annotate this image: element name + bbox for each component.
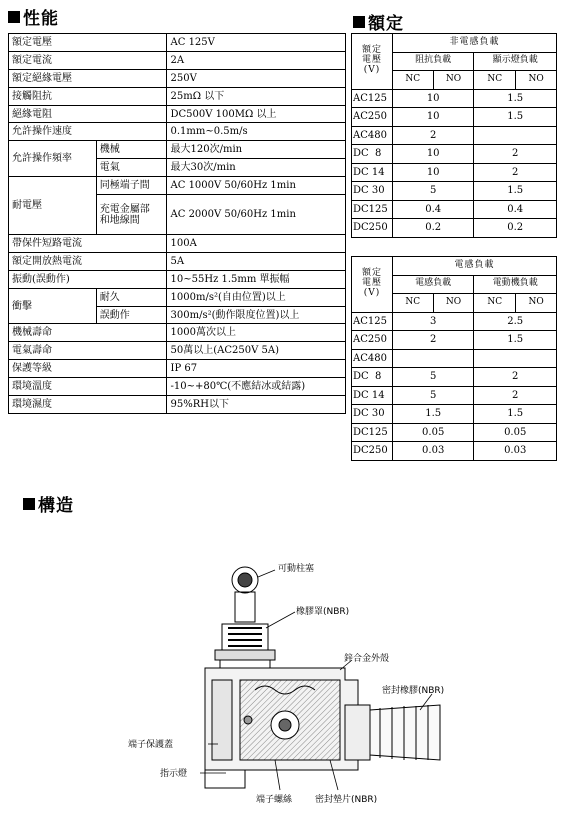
terminal-cover-block	[212, 680, 232, 760]
current-b-cell: 0.05	[474, 423, 557, 442]
perf-value: 95%RH以下	[166, 396, 345, 414]
current-a-cell: 1.5	[392, 405, 473, 424]
voltage-cell: DC 30	[352, 405, 393, 424]
rating-row	[352, 349, 557, 368]
voltage-cell: DC 14	[352, 386, 393, 405]
current-b-cell	[474, 349, 557, 368]
current-b-cell: 1.5	[474, 331, 557, 350]
rating-row	[352, 423, 557, 442]
voltage-cell: DC250	[352, 442, 393, 461]
rating-row	[352, 145, 557, 164]
rating-row	[352, 219, 557, 238]
load-type-a: 阻抗負載	[392, 52, 473, 71]
voltage-cell: DC 30	[352, 182, 393, 201]
perf-label: 環境濕度	[9, 396, 167, 414]
current-b-cell: 0.2	[474, 219, 557, 238]
current-b-cell: 1.5	[474, 405, 557, 424]
rating-table-non-inductive	[351, 33, 557, 238]
label-plunger: 可動柱塞	[278, 564, 315, 574]
perf-value: 300m/s²(動作限度位置)以上	[166, 306, 345, 324]
perf-label: 絕緣電阻	[9, 105, 167, 123]
voltage-header: 額定 電壓 (V)	[352, 257, 393, 313]
current-a-cell: 10	[392, 145, 473, 164]
perf-sub-label: 電氣	[96, 159, 166, 177]
current-b-cell: 0.4	[474, 200, 557, 219]
perf-label: 保護等級	[9, 360, 167, 378]
load-type-a: 電感負載	[392, 275, 473, 294]
current-b-cell: 1.5	[474, 182, 557, 201]
perf-group-label: 允許操作頻率	[9, 141, 97, 177]
current-a-cell: 10	[392, 108, 473, 127]
rating-row	[352, 442, 557, 461]
label-indicator: 指示燈	[160, 769, 188, 779]
rating-row	[352, 108, 557, 127]
voltage-cell: AC480	[352, 126, 393, 145]
voltage-cell: AC480	[352, 349, 393, 368]
current-b-cell: 0.03	[474, 442, 557, 461]
perf-sub-label: 充電金屬部 和地線間	[96, 195, 166, 235]
perf-row	[9, 252, 346, 270]
leader-rubber-cap	[266, 612, 295, 628]
current-a-cell: 5	[392, 182, 473, 201]
current-a-cell: 3	[392, 312, 473, 331]
perf-value: IP 67	[166, 360, 345, 378]
perf-value: 50萬以上(AC250V 5A)	[166, 342, 345, 360]
perf-label: 環境溫度	[9, 378, 167, 396]
label-terminal-screw: 端子螺絲	[256, 795, 293, 805]
load-type-b: 電動機負載	[474, 275, 557, 294]
rating-row	[352, 312, 557, 331]
label-seal-gasket: 密封墊片(NBR)	[315, 795, 378, 805]
hex-nut	[215, 650, 275, 660]
current-b-cell: 2.5	[474, 312, 557, 331]
perf-row	[9, 324, 346, 342]
current-a-cell: 10	[392, 89, 473, 108]
perf-value: 最大120次/min	[166, 141, 345, 159]
perf-sub-label: 機械	[96, 141, 166, 159]
perf-label: 帶保件短路電流	[9, 235, 167, 253]
rating-row	[352, 200, 557, 219]
label-seal-rubber: 密封橡膠(NBR)	[382, 686, 445, 696]
perf-sub-label: 同極端子間	[96, 177, 166, 195]
voltage-cell: DC 8	[352, 145, 393, 164]
perf-row	[9, 123, 346, 141]
contact-header: NC	[474, 294, 516, 313]
voltage-cell: AC250	[352, 331, 393, 350]
rating-header-row	[352, 34, 557, 53]
performance-table	[8, 33, 346, 414]
label-housing: 鋅合金外殼	[344, 654, 390, 664]
indicator-lamp-dot	[244, 716, 252, 724]
perf-value: AC 125V	[166, 34, 345, 52]
perf-value: 25mΩ 以下	[166, 87, 345, 105]
current-a-cell: 5	[392, 386, 473, 405]
square-bullet-icon	[23, 498, 35, 510]
perf-row	[9, 270, 346, 288]
current-b-cell: 2	[474, 145, 557, 164]
gland-base	[345, 705, 370, 760]
voltage-cell: AC250	[352, 108, 393, 127]
perf-label: 接觸阻抗	[9, 87, 167, 105]
perf-row	[9, 177, 346, 195]
rating-row	[352, 163, 557, 182]
voltage-cell: AC125	[352, 89, 393, 108]
load-group-header: 非電感負載	[392, 34, 556, 53]
contact-header: NO	[433, 294, 474, 313]
perf-value: AC 2000V 50/60Hz 1min	[166, 195, 345, 235]
perf-value: 2A	[166, 51, 345, 69]
switch-body-drawing	[205, 567, 440, 788]
perf-row	[9, 69, 346, 87]
voltage-header: 額定 電壓 (V)	[352, 34, 393, 90]
perf-value: 10~55Hz 1.5mm 單振幅	[166, 270, 345, 288]
perf-value: 1000m/s²(自由位置)以上	[166, 288, 345, 306]
rating-row	[352, 126, 557, 145]
label-terminal-cover: 端子保護蓋	[128, 740, 174, 750]
perf-value: DC500V 100MΩ 以上	[166, 105, 345, 123]
rating-row	[352, 89, 557, 108]
perf-row	[9, 34, 346, 52]
current-b-cell: 1.5	[474, 108, 557, 127]
perf-sub-label: 誤動作	[96, 306, 166, 324]
current-a-cell: 5	[392, 368, 473, 387]
perf-row	[9, 235, 346, 253]
structure-heading: 構造	[23, 491, 74, 516]
rating-row	[352, 368, 557, 387]
perf-label: 電氣壽命	[9, 342, 167, 360]
perf-value: -10~+80℃(不應結冰或結露)	[166, 378, 345, 396]
perf-label: 振動(誤動作)	[9, 270, 167, 288]
perf-value: 最大30次/min	[166, 159, 345, 177]
load-type-b: 顯示燈負載	[474, 52, 557, 71]
rating-table-inductive	[351, 256, 557, 461]
current-a-cell: 0.2	[392, 219, 473, 238]
contact-header: NO	[516, 294, 557, 313]
perf-sub-label: 耐久	[96, 288, 166, 306]
square-bullet-icon	[8, 11, 20, 23]
performance-heading: 性能	[8, 4, 59, 29]
perf-label: 額定電壓	[9, 34, 167, 52]
current-a-cell: 10	[392, 163, 473, 182]
perf-row	[9, 51, 346, 69]
rating-row	[352, 405, 557, 424]
perf-value: 5A	[166, 252, 345, 270]
voltage-cell: DC 8	[352, 368, 393, 387]
current-b-cell: 2	[474, 368, 557, 387]
perf-label: 機械壽命	[9, 324, 167, 342]
perf-row	[9, 396, 346, 414]
perf-value: AC 1000V 50/60Hz 1min	[166, 177, 345, 195]
contact-center	[279, 719, 291, 731]
perf-value: 0.1mm~0.5m/s	[166, 123, 345, 141]
perf-label: 額定電流	[9, 51, 167, 69]
current-a-cell: 0.4	[392, 200, 473, 219]
perf-value: 250V	[166, 69, 345, 87]
perf-group-label: 衝擊	[9, 288, 97, 324]
label-rubber-cap: 橡膠罩(NBR)	[296, 607, 350, 617]
perf-row	[9, 360, 346, 378]
current-b-cell: 2	[474, 386, 557, 405]
perf-group-label: 耐電壓	[9, 177, 97, 235]
current-b-cell: 1.5	[474, 89, 557, 108]
rating-row	[352, 182, 557, 201]
voltage-cell: DC125	[352, 423, 393, 442]
perf-row	[9, 141, 346, 159]
voltage-cell: AC125	[352, 312, 393, 331]
perf-row	[9, 378, 346, 396]
rating-row	[352, 331, 557, 350]
perf-row	[9, 288, 346, 306]
contact-header: NC	[392, 71, 433, 90]
roller-center	[238, 573, 252, 587]
current-b-cell: 2	[474, 163, 557, 182]
perf-row	[9, 342, 346, 360]
current-b-cell	[474, 126, 557, 145]
boot-ribs	[228, 628, 262, 646]
current-a-cell: 0.05	[392, 423, 473, 442]
bushing	[220, 660, 270, 668]
perf-value: 100A	[166, 235, 345, 253]
rating-heading: 額定	[353, 9, 404, 34]
contact-header: NC	[392, 294, 433, 313]
voltage-cell: DC 14	[352, 163, 393, 182]
current-a-cell	[392, 349, 473, 368]
voltage-cell: DC250	[352, 219, 393, 238]
perf-row	[9, 105, 346, 123]
contact-header: NO	[516, 71, 557, 90]
current-a-cell: 2	[392, 126, 473, 145]
perf-value: 1000萬次以上	[166, 324, 345, 342]
current-a-cell: 0.03	[392, 442, 473, 461]
contact-header: NC	[474, 71, 516, 90]
rating-row	[352, 386, 557, 405]
switch-structure-diagram	[0, 520, 574, 820]
load-group-header: 電感負載	[392, 257, 556, 276]
perf-label: 允許操作速度	[9, 123, 167, 141]
plunger-shaft	[235, 592, 255, 622]
perf-label: 額定開放熱電流	[9, 252, 167, 270]
perf-label: 額定絕緣電壓	[9, 69, 167, 87]
leader-plunger	[258, 570, 275, 577]
voltage-cell: DC125	[352, 200, 393, 219]
current-a-cell: 2	[392, 331, 473, 350]
perf-row	[9, 87, 346, 105]
square-bullet-icon	[353, 16, 365, 28]
contact-header: NO	[433, 71, 474, 90]
rating-header-row	[352, 257, 557, 276]
